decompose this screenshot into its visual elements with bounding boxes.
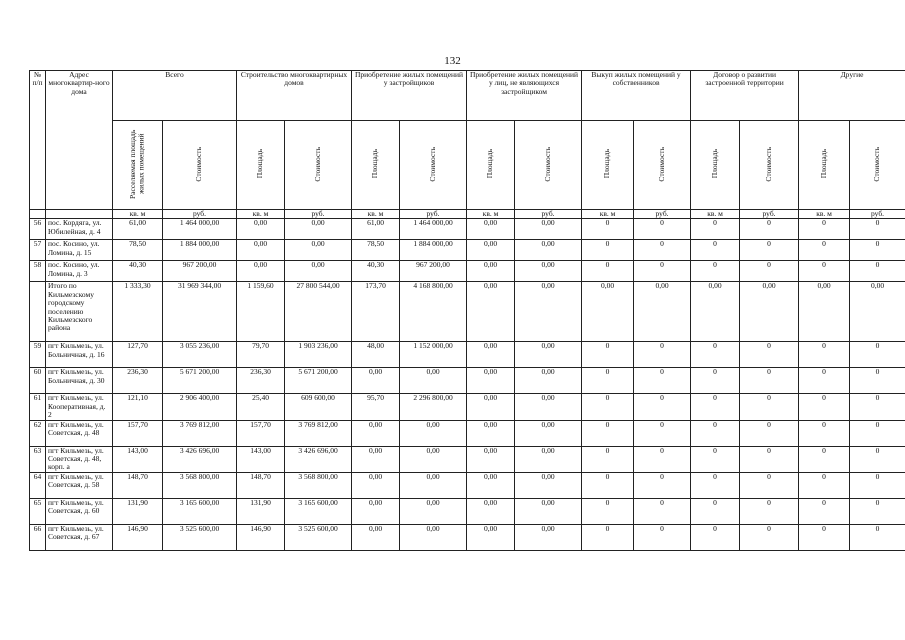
cell-value: 2 906 400,00 [163,394,237,420]
cell-value: 131,90 [237,498,285,524]
cell-value: 0,00 [467,420,515,446]
row-number: 66 [30,524,46,550]
cell-value: 0,00 [237,219,285,240]
cell-value: 0 [634,394,691,420]
cell-value: 0 [740,342,799,368]
cell-value: 3 525 600,00 [285,524,352,550]
cell-value: 0,00 [352,368,400,394]
cell-value: 0,00 [467,261,515,282]
cell-value: 40,30 [352,261,400,282]
cell-value: 0,00 [515,282,582,342]
cell-value: 0,00 [285,261,352,282]
cell-value: 0 [850,219,905,240]
cell-value: 0,00 [467,394,515,420]
cell-value: 0,00 [352,420,400,446]
cell-value: 0,00 [850,282,905,342]
cell-value: 0 [634,524,691,550]
cell-value: 0 [582,498,634,524]
table-row [30,472,905,498]
cell-value: 0 [850,524,905,550]
cell-value: 143,00 [113,446,163,472]
cell-value: 0 [740,240,799,261]
cell-value: 0 [634,261,691,282]
subheader-area: Площадь [691,121,740,210]
subheader-area: Площадь [237,121,285,210]
cell-value: 0 [799,368,850,394]
cell-value: 0,00 [634,282,691,342]
cell-value: 0 [691,342,740,368]
group-header-construction: Строительство многоквартирных домов [237,71,352,121]
unit-area: кв. м [237,210,285,219]
cell-value: 78,50 [352,240,400,261]
cell-value: 157,70 [237,420,285,446]
table-row [30,261,905,282]
cell-value: 40,30 [113,261,163,282]
cell-value: 0,00 [400,498,467,524]
group-header-territory-development: Договор о развитии застроенной территории [691,71,799,121]
unit-area: кв. м [799,210,850,219]
cell-value: 0 [850,420,905,446]
subheader-cost: Стоимость [163,121,237,210]
unit-cost: руб. [634,210,691,219]
cell-value: 0,00 [467,342,515,368]
cell-value: 0,00 [467,446,515,472]
cell-value: 236,30 [113,368,163,394]
cell-value: 3 055 236,00 [163,342,237,368]
cell-value: 0,00 [740,282,799,342]
row-number: 65 [30,498,46,524]
cell-value: 236,30 [237,368,285,394]
cell-value: 3 165 600,00 [285,498,352,524]
cell-value: 1 884 000,00 [400,240,467,261]
cell-value: 0,00 [515,524,582,550]
cell-value: 0 [582,342,634,368]
cell-value: 0,00 [400,368,467,394]
cell-value: 1 464 000,00 [163,219,237,240]
cell-value: 0 [691,420,740,446]
cell-value: 0,00 [237,261,285,282]
total-row [30,282,905,342]
cell-value: 0 [850,368,905,394]
cell-value: 25,40 [237,394,285,420]
row-address: пгт Кильмезь, ул. Советская, д. 48, корп. а [46,446,113,472]
row-number: 63 [30,446,46,472]
cell-value: 27 800 544,00 [285,282,352,342]
row-number: 56 [30,219,46,240]
unit-cost: руб. [163,210,237,219]
cell-value: 0,00 [691,282,740,342]
cell-value: 3 769 812,00 [163,420,237,446]
cell-value: 95,70 [352,394,400,420]
cell-value: 0,00 [467,472,515,498]
cell-value: 0 [691,261,740,282]
cell-value: 143,00 [237,446,285,472]
page-number: 132 [444,55,461,67]
row-number: 60 [30,368,46,394]
cell-value: 0 [582,219,634,240]
cell-value: 0 [799,472,850,498]
group-header-purchase-developers: Приобретение жилых помещений у застройщиков [352,71,467,121]
cell-value: 1 903 236,00 [285,342,352,368]
cell-value: 1 333,30 [113,282,163,342]
cell-value: 78,50 [113,240,163,261]
unit-cost: руб. [515,210,582,219]
cell-value: 0 [850,240,905,261]
cell-value: 0 [850,446,905,472]
cell-value: 173,70 [352,282,400,342]
cell-value: 0 [582,394,634,420]
cell-value: 0 [799,240,850,261]
col-address-header: Адрес многоквартир-ного дома [46,71,113,210]
cell-value: 0 [582,420,634,446]
row-number: 62 [30,420,46,446]
cell-value: 3 568 800,00 [163,472,237,498]
cell-value: 0 [740,446,799,472]
cell-value: 148,70 [113,472,163,498]
cell-value: 0,00 [582,282,634,342]
cell-value: 0 [850,342,905,368]
row-address: пгт Кильмезь, ул. Больничная, д. 16 [46,342,113,368]
cell-value: 0 [634,472,691,498]
table-row [30,240,905,261]
cell-value: 0 [740,368,799,394]
cell-value: 0,00 [515,472,582,498]
cell-value: 0 [634,219,691,240]
col-num-header: № п/п [30,71,46,210]
cell-value: 0,00 [515,240,582,261]
cell-value: 0 [799,342,850,368]
cell-value: 0,00 [352,498,400,524]
cell-value: 3 525 600,00 [163,524,237,550]
cell-value: 31 969 344,00 [163,282,237,342]
subheader-area: Площадь [799,121,850,210]
cell-value: 3 426 696,00 [163,446,237,472]
row-number: 57 [30,240,46,261]
unit-area: кв. м [582,210,634,219]
cell-value: 0 [740,219,799,240]
subheader-cost: Стоимость [634,121,691,210]
cell-value: 0,00 [285,240,352,261]
row-address: пгт Кильмезь, ул. Советская, д. 67 [46,524,113,550]
cell-value: 0,00 [352,446,400,472]
cell-value: 0 [691,368,740,394]
subheader-cost: Стоимость [850,121,905,210]
cell-value: 0 [582,240,634,261]
cell-value: 0,00 [515,368,582,394]
cell-value: 3 769 812,00 [285,420,352,446]
cell-value: 0,00 [400,472,467,498]
cell-value: 5 671 200,00 [285,368,352,394]
subheader-area: Площадь [352,121,400,210]
cell-value: 0 [634,368,691,394]
cell-value: 5 671 200,00 [163,368,237,394]
cell-value: 79,70 [237,342,285,368]
cell-value: 0,00 [467,368,515,394]
resettlement-table [29,70,905,551]
unit-cost: руб. [740,210,799,219]
row-address: пос. Косино, ул. Ломина, д. 15 [46,240,113,261]
cell-value: 609 600,00 [285,394,352,420]
table-row [30,219,905,240]
cell-value: 0,00 [515,446,582,472]
cell-value: 0,00 [467,219,515,240]
subheader-cost: Стоимость [285,121,352,210]
cell-value: 0 [740,394,799,420]
cell-value: 0,00 [799,282,850,342]
row-address: пгт Кильмезь, ул. Больничная, д. 30 [46,368,113,394]
table-row [30,420,905,446]
cell-value: 0,00 [400,524,467,550]
cell-value: 967 200,00 [163,261,237,282]
cell-value: 61,00 [113,219,163,240]
unit-area: кв. м [352,210,400,219]
cell-value: 0 [634,446,691,472]
row-address: пос. Косино, ул. Ломина, д. 3 [46,261,113,282]
cell-value: 1 464 000,00 [400,219,467,240]
cell-value: 157,70 [113,420,163,446]
cell-value: 0 [582,261,634,282]
group-header-buyout: Выкуп жилых помещений у собственников [582,71,691,121]
cell-value: 0 [691,394,740,420]
cell-value: 0 [691,219,740,240]
cell-value: 0 [799,498,850,524]
header-row-subcolumns [30,121,905,210]
cell-value: 0,00 [515,420,582,446]
unit-cost: руб. [285,210,352,219]
table-body [30,219,905,550]
cell-value: 0,00 [515,394,582,420]
cell-value: 0 [691,446,740,472]
cell-value: 0 [799,219,850,240]
unit-area: кв. м [113,210,163,219]
cell-value: 148,70 [237,472,285,498]
cell-value: 0,00 [515,498,582,524]
table-row [30,394,905,420]
cell-value: 0 [634,240,691,261]
cell-value: 967 200,00 [400,261,467,282]
cell-value: 146,90 [113,524,163,550]
subheader-area: Площадь [467,121,515,210]
row-address: пос. Кордяга, ул. Юбилейная, д. 4 [46,219,113,240]
cell-value: 0,00 [467,282,515,342]
cell-value: 0,00 [237,240,285,261]
cell-value: 0 [850,261,905,282]
table-row [30,524,905,550]
cell-value: 1 884 000,00 [163,240,237,261]
cell-value: 0 [582,524,634,550]
unit-area: кв. м [467,210,515,219]
table-row [30,446,905,472]
cell-value: 0 [582,472,634,498]
cell-value: 0 [634,498,691,524]
cell-value: 1 159,60 [237,282,285,342]
cell-value: 0 [582,368,634,394]
cell-value: 0 [740,498,799,524]
subheader-area: Площадь [582,121,634,210]
cell-value: 0 [799,446,850,472]
subheader-resettled-area: Расселяемая площадь жилых помещений [113,121,163,210]
cell-value: 0,00 [515,342,582,368]
units-row [30,210,905,219]
unit-cost: руб. [850,210,905,219]
unit-area: кв. м [691,210,740,219]
cell-value: 0 [799,524,850,550]
row-address: пгт Кильмезь, ул. Советская, д. 48 [46,420,113,446]
cell-value: 146,90 [237,524,285,550]
cell-value: 3 426 696,00 [285,446,352,472]
subheader-cost: Стоимость [740,121,799,210]
cell-value: 0 [740,524,799,550]
cell-value: 121,10 [113,394,163,420]
cell-value: 0,00 [352,472,400,498]
group-header-other: Другие [799,71,905,121]
row-number: 61 [30,394,46,420]
cell-value: 1 152 000,00 [400,342,467,368]
cell-value: 3 568 800,00 [285,472,352,498]
cell-value: 0,00 [400,446,467,472]
cell-value: 0,00 [352,524,400,550]
cell-value: 0,00 [467,240,515,261]
cell-value: 0 [740,261,799,282]
cell-value: 0 [582,446,634,472]
cell-value: 131,90 [113,498,163,524]
row-number [30,282,46,342]
cell-value: 48,00 [352,342,400,368]
cell-value: 0 [850,394,905,420]
cell-value: 0 [740,472,799,498]
row-address: пгт Кильмезь, ул. Советская, д. 58 [46,472,113,498]
cell-value: 0,00 [285,219,352,240]
row-address: Итого по Кильмезскому городскому поселению Кильмезского района [46,282,113,342]
table-row [30,498,905,524]
cell-value: 0,00 [400,420,467,446]
cell-value: 0 [799,261,850,282]
cell-value: 4 168 800,00 [400,282,467,342]
group-header-total: Всего [113,71,237,121]
cell-value: 0 [799,420,850,446]
cell-value: 0,00 [515,219,582,240]
cell-value: 0,00 [467,498,515,524]
header-row-groups [30,71,905,121]
unit-cost: руб. [400,210,467,219]
cell-value: 61,00 [352,219,400,240]
cell-value: 0,00 [467,524,515,550]
table-row [30,368,905,394]
cell-value: 0 [691,472,740,498]
row-number: 58 [30,261,46,282]
subheader-cost: Стоимость [400,121,467,210]
group-header-purchase-non-developers: Приобретение жилых помещений у лиц, не являющихся застройщиком [467,71,582,121]
row-number: 59 [30,342,46,368]
row-address: пгт Кильмезь, ул. Кооперативная, д. 2 [46,394,113,420]
cell-value: 0 [850,498,905,524]
cell-value: 127,70 [113,342,163,368]
cell-value: 0,00 [515,261,582,282]
cell-value: 0 [691,524,740,550]
table-row [30,342,905,368]
row-address: пгт Кильмезь, ул. Советская, д. 60 [46,498,113,524]
cell-value: 0 [740,420,799,446]
subheader-cost: Стоимость [515,121,582,210]
cell-value: 0 [691,498,740,524]
cell-value: 0 [634,342,691,368]
cell-value: 2 296 800,00 [400,394,467,420]
cell-value: 0 [850,472,905,498]
cell-value: 0 [634,420,691,446]
cell-value: 0 [799,394,850,420]
cell-value: 0 [691,240,740,261]
cell-value: 3 165 600,00 [163,498,237,524]
row-number: 64 [30,472,46,498]
